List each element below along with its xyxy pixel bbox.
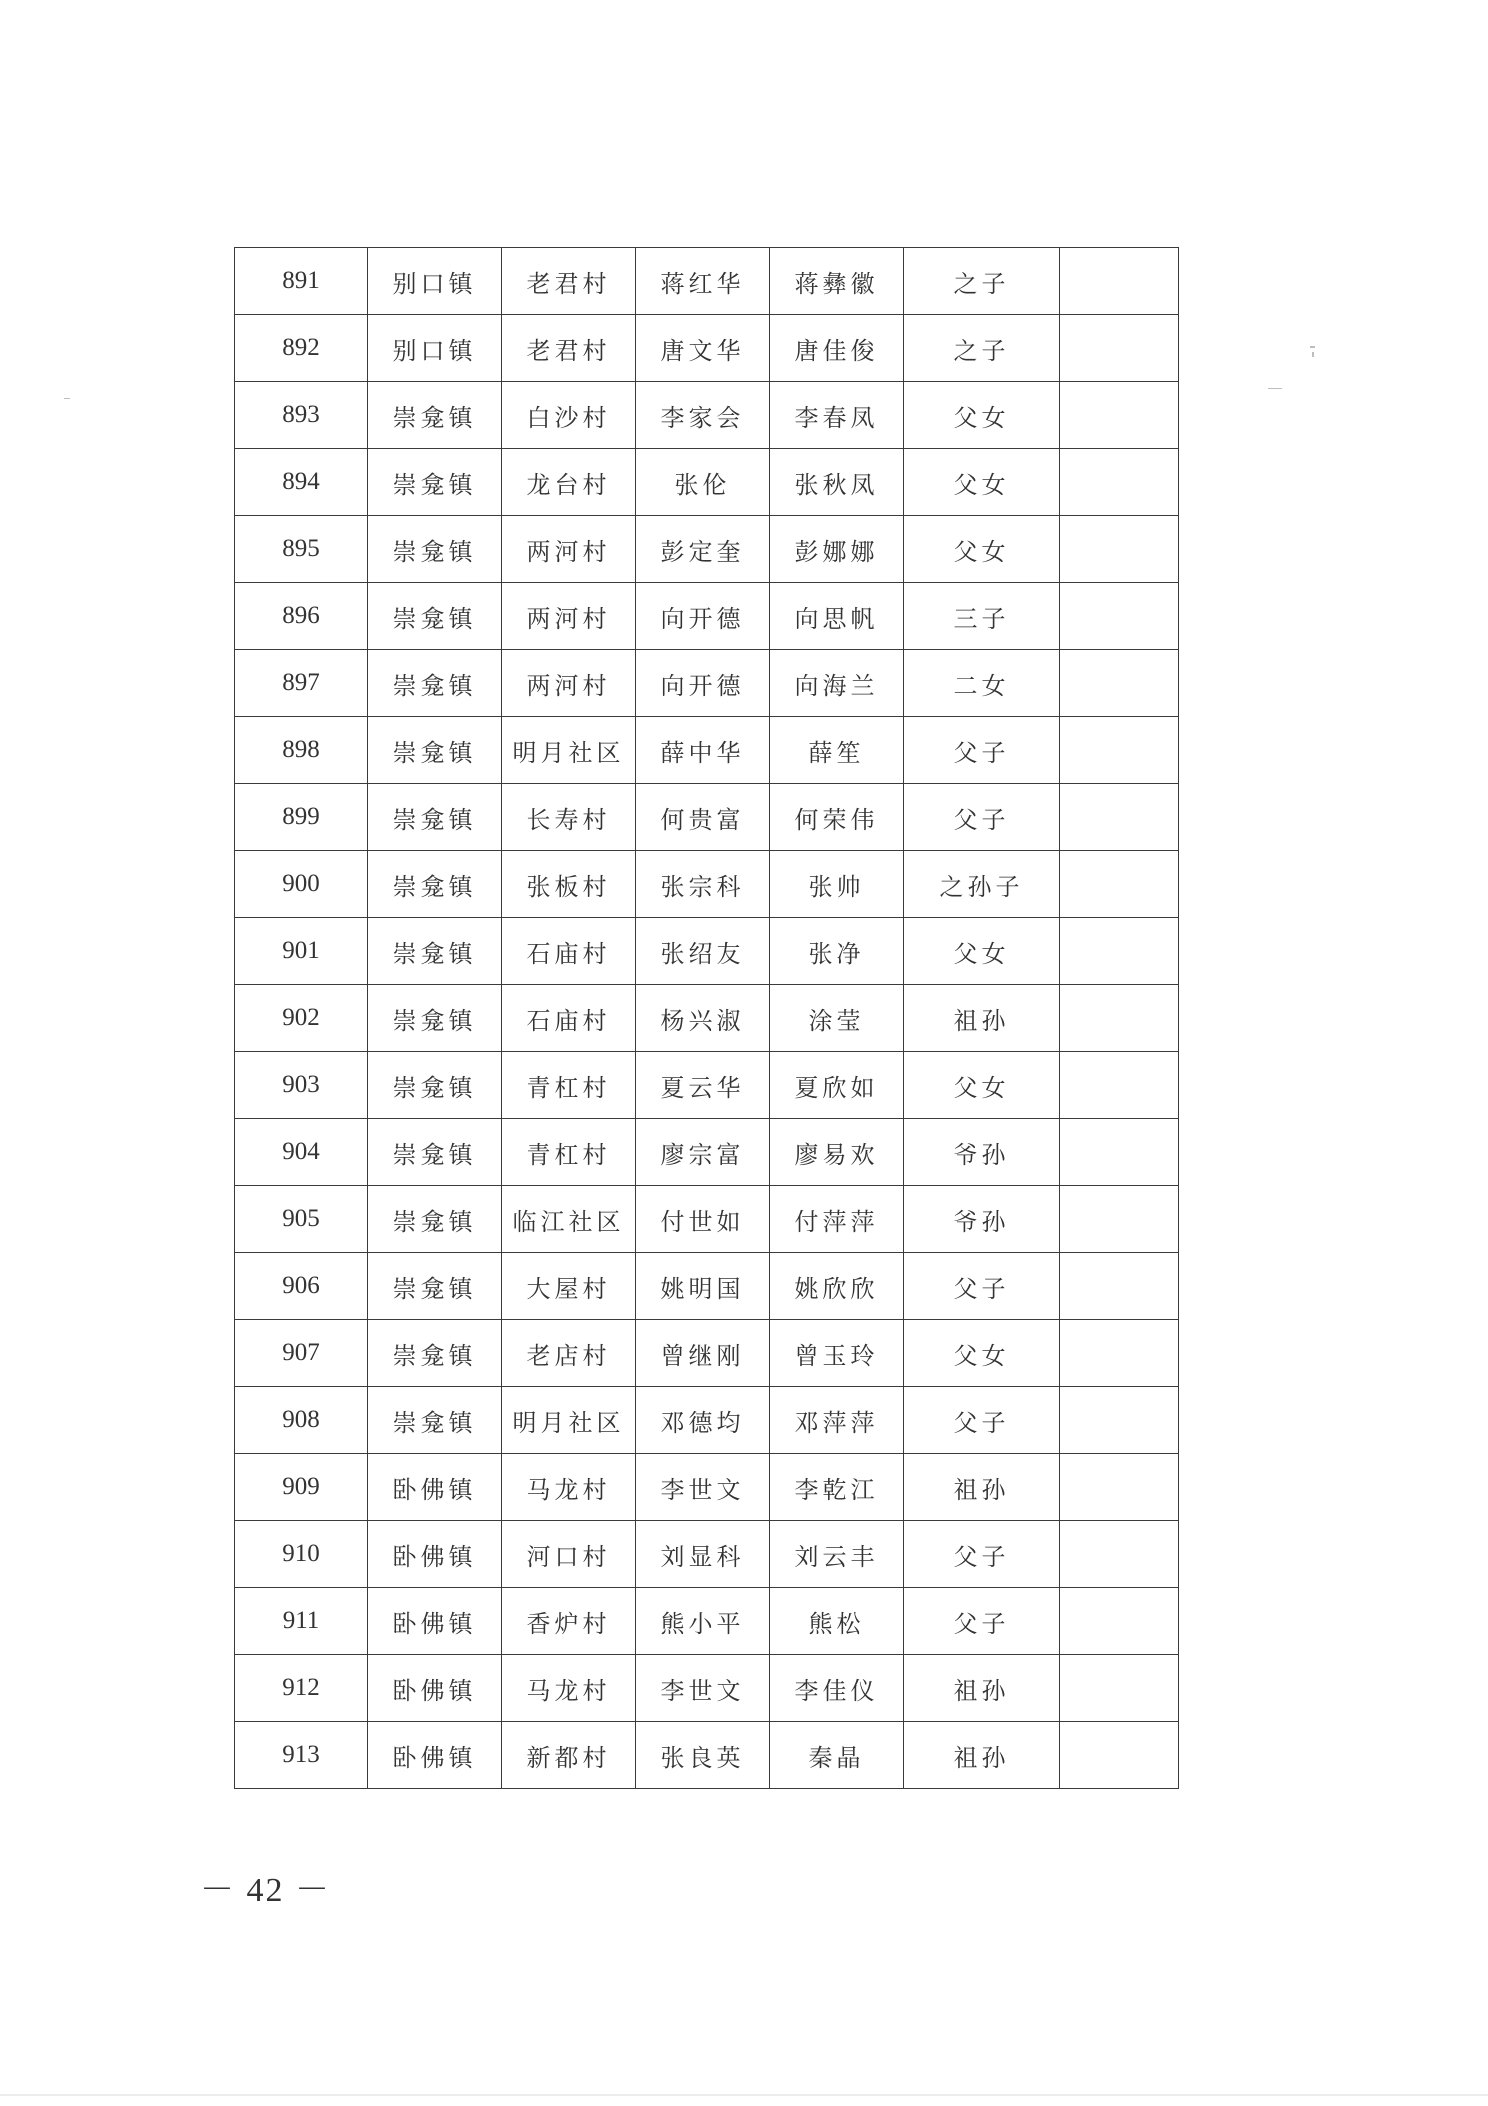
elder-name-cell: 张绍友	[636, 918, 770, 985]
remarks-cell	[1060, 583, 1179, 650]
remarks-cell	[1060, 1320, 1179, 1387]
relationship-cell: 父女	[904, 382, 1060, 449]
town-cell: 卧佛镇	[368, 1521, 502, 1588]
descendant-name-cell: 彭娜娜	[770, 516, 904, 583]
table-row	[235, 1052, 1179, 1119]
table-row	[235, 1655, 1179, 1722]
descendant-name-cell: 张秋凤	[770, 449, 904, 516]
village-cell: 两河村	[502, 650, 636, 717]
table-row	[235, 315, 1179, 382]
relationship-cell: 之子	[904, 315, 1060, 382]
elder-name-cell: 邓德均	[636, 1387, 770, 1454]
relationship-cell: 祖孙	[904, 1722, 1060, 1789]
serial-number-cell: 894	[235, 449, 368, 516]
remarks-cell	[1060, 1253, 1179, 1320]
table-row	[235, 1387, 1179, 1454]
village-cell: 白沙村	[502, 382, 636, 449]
table-row	[235, 583, 1179, 650]
village-cell: 马龙村	[502, 1655, 636, 1722]
elder-name-cell: 何贵富	[636, 784, 770, 851]
table-row	[235, 1454, 1179, 1521]
descendant-name-cell: 付萍萍	[770, 1186, 904, 1253]
village-cell: 老君村	[502, 315, 636, 382]
descendant-name-cell: 姚欣欣	[770, 1253, 904, 1320]
scan-speck	[64, 398, 70, 399]
village-cell: 龙台村	[502, 449, 636, 516]
serial-number-cell: 899	[235, 784, 368, 851]
elder-name-cell: 李世文	[636, 1454, 770, 1521]
serial-number-cell: 913	[235, 1722, 368, 1789]
remarks-cell	[1060, 918, 1179, 985]
relationship-cell: 祖孙	[904, 985, 1060, 1052]
table-row	[235, 851, 1179, 918]
serial-number-cell: 900	[235, 851, 368, 918]
town-cell: 卧佛镇	[368, 1588, 502, 1655]
elder-name-cell: 夏云华	[636, 1052, 770, 1119]
serial-number-cell: 898	[235, 717, 368, 784]
descendant-name-cell: 秦晶	[770, 1722, 904, 1789]
relationship-cell: 父子	[904, 717, 1060, 784]
serial-number-cell: 903	[235, 1052, 368, 1119]
remarks-cell	[1060, 248, 1179, 315]
relationship-cell: 三子	[904, 583, 1060, 650]
town-cell: 崇龛镇	[368, 717, 502, 784]
village-cell: 新都村	[502, 1722, 636, 1789]
town-cell: 崇龛镇	[368, 1052, 502, 1119]
relationship-cell: 父子	[904, 1588, 1060, 1655]
elder-name-cell: 姚明国	[636, 1253, 770, 1320]
village-cell: 青杠村	[502, 1119, 636, 1186]
descendant-name-cell: 张帅	[770, 851, 904, 918]
elder-name-cell: 刘显科	[636, 1521, 770, 1588]
town-cell: 崇龛镇	[368, 1119, 502, 1186]
serial-number-cell: 897	[235, 650, 368, 717]
serial-number-cell: 906	[235, 1253, 368, 1320]
table-row	[235, 918, 1179, 985]
descendant-name-cell: 熊松	[770, 1588, 904, 1655]
elder-name-cell: 付世如	[636, 1186, 770, 1253]
relationship-cell: 父女	[904, 516, 1060, 583]
town-cell: 崇龛镇	[368, 1253, 502, 1320]
descendant-name-cell: 涂莹	[770, 985, 904, 1052]
remarks-cell	[1060, 985, 1179, 1052]
village-cell: 马龙村	[502, 1454, 636, 1521]
remarks-cell	[1060, 1119, 1179, 1186]
table-row	[235, 248, 1179, 315]
village-cell: 张板村	[502, 851, 636, 918]
town-cell: 崇龛镇	[368, 1320, 502, 1387]
village-cell: 石庙村	[502, 985, 636, 1052]
relationship-cell: 父子	[904, 1253, 1060, 1320]
town-cell: 崇龛镇	[368, 382, 502, 449]
table-row	[235, 382, 1179, 449]
town-cell: 崇龛镇	[368, 449, 502, 516]
relationship-cell: 父子	[904, 784, 1060, 851]
village-cell: 大屋村	[502, 1253, 636, 1320]
town-cell: 卧佛镇	[368, 1655, 502, 1722]
descendant-name-cell: 夏欣如	[770, 1052, 904, 1119]
descendant-name-cell: 李春凤	[770, 382, 904, 449]
village-cell: 两河村	[502, 516, 636, 583]
serial-number-cell: 902	[235, 985, 368, 1052]
serial-number-cell: 893	[235, 382, 368, 449]
remarks-cell	[1060, 1722, 1179, 1789]
elder-name-cell: 张宗科	[636, 851, 770, 918]
relationship-cell: 父女	[904, 918, 1060, 985]
relationship-cell: 父子	[904, 1521, 1060, 1588]
relationship-cell: 之孙子	[904, 851, 1060, 918]
remarks-cell	[1060, 650, 1179, 717]
village-cell: 两河村	[502, 583, 636, 650]
town-cell: 别口镇	[368, 248, 502, 315]
relationship-cell: 父子	[904, 1387, 1060, 1454]
descendant-name-cell: 李佳仪	[770, 1655, 904, 1722]
village-cell: 青杠村	[502, 1052, 636, 1119]
remarks-cell	[1060, 717, 1179, 784]
village-cell: 明月社区	[502, 1387, 636, 1454]
serial-number-cell: 891	[235, 248, 368, 315]
town-cell: 崇龛镇	[368, 985, 502, 1052]
remarks-cell	[1060, 1454, 1179, 1521]
town-cell: 卧佛镇	[368, 1454, 502, 1521]
serial-number-cell: 892	[235, 315, 368, 382]
serial-number-cell: 901	[235, 918, 368, 985]
serial-number-cell: 904	[235, 1119, 368, 1186]
remarks-cell	[1060, 1521, 1179, 1588]
descendant-name-cell: 唐佳俊	[770, 315, 904, 382]
serial-number-cell: 895	[235, 516, 368, 583]
elder-name-cell: 彭定奎	[636, 516, 770, 583]
elder-name-cell: 唐文华	[636, 315, 770, 382]
relationship-cell: 祖孙	[904, 1655, 1060, 1722]
town-cell: 崇龛镇	[368, 784, 502, 851]
relationship-cell: 二女	[904, 650, 1060, 717]
serial-number-cell: 907	[235, 1320, 368, 1387]
remarks-cell	[1060, 382, 1179, 449]
town-cell: 崇龛镇	[368, 583, 502, 650]
table-row	[235, 516, 1179, 583]
relationship-cell: 祖孙	[904, 1454, 1060, 1521]
serial-number-cell: 911	[235, 1588, 368, 1655]
elder-name-cell: 熊小平	[636, 1588, 770, 1655]
elder-name-cell: 张良英	[636, 1722, 770, 1789]
scan-speck	[1310, 346, 1315, 348]
table-row	[235, 1588, 1179, 1655]
descendant-name-cell: 刘云丰	[770, 1521, 904, 1588]
village-cell: 长寿村	[502, 784, 636, 851]
scan-speck	[1312, 352, 1314, 357]
elder-name-cell: 李世文	[636, 1655, 770, 1722]
elder-name-cell: 李家会	[636, 382, 770, 449]
remarks-cell	[1060, 1186, 1179, 1253]
table-row	[235, 1521, 1179, 1588]
town-cell: 崇龛镇	[368, 1387, 502, 1454]
serial-number-cell: 908	[235, 1387, 368, 1454]
town-cell: 崇龛镇	[368, 1186, 502, 1253]
village-cell: 石庙村	[502, 918, 636, 985]
relationship-cell: 爷孙	[904, 1119, 1060, 1186]
page-number: － 42 －	[200, 1872, 331, 1909]
remarks-cell	[1060, 315, 1179, 382]
elder-name-cell: 蒋红华	[636, 248, 770, 315]
elder-name-cell: 张伦	[636, 449, 770, 516]
elder-name-cell: 曾继刚	[636, 1320, 770, 1387]
descendant-name-cell: 李乾江	[770, 1454, 904, 1521]
serial-number-cell: 896	[235, 583, 368, 650]
remarks-cell	[1060, 1655, 1179, 1722]
village-cell: 老君村	[502, 248, 636, 315]
town-cell: 崇龛镇	[368, 851, 502, 918]
elder-name-cell: 向开德	[636, 650, 770, 717]
village-cell: 老店村	[502, 1320, 636, 1387]
village-cell: 临江社区	[502, 1186, 636, 1253]
elder-name-cell: 向开德	[636, 583, 770, 650]
town-cell: 崇龛镇	[368, 650, 502, 717]
town-cell: 崇龛镇	[368, 516, 502, 583]
relationship-cell: 爷孙	[904, 1186, 1060, 1253]
descendant-name-cell: 薛笙	[770, 717, 904, 784]
scan-speck	[1268, 388, 1282, 389]
remarks-cell	[1060, 851, 1179, 918]
table-row	[235, 1186, 1179, 1253]
descendant-name-cell: 向思帆	[770, 583, 904, 650]
table-row	[235, 1253, 1179, 1320]
town-cell: 别口镇	[368, 315, 502, 382]
village-cell: 香炉村	[502, 1588, 636, 1655]
descendant-name-cell: 邓萍萍	[770, 1387, 904, 1454]
roster-body	[235, 248, 1179, 1789]
village-cell: 明月社区	[502, 717, 636, 784]
serial-number-cell: 912	[235, 1655, 368, 1722]
roster-table	[234, 247, 1179, 1789]
descendant-name-cell: 曾玉玲	[770, 1320, 904, 1387]
remarks-cell	[1060, 516, 1179, 583]
relationship-cell: 父女	[904, 1052, 1060, 1119]
elder-name-cell: 廖宗富	[636, 1119, 770, 1186]
serial-number-cell: 909	[235, 1454, 368, 1521]
table-row	[235, 1119, 1179, 1186]
elder-name-cell: 薛中华	[636, 717, 770, 784]
serial-number-cell: 905	[235, 1186, 368, 1253]
town-cell: 卧佛镇	[368, 1722, 502, 1789]
table-row	[235, 1320, 1179, 1387]
table-row	[235, 784, 1179, 851]
remarks-cell	[1060, 1588, 1179, 1655]
table-row	[235, 985, 1179, 1052]
descendant-name-cell: 何荣伟	[770, 784, 904, 851]
elder-name-cell: 杨兴淑	[636, 985, 770, 1052]
descendant-name-cell: 蒋彝徽	[770, 248, 904, 315]
serial-number-cell: 910	[235, 1521, 368, 1588]
relationship-cell: 父女	[904, 449, 1060, 516]
table-row	[235, 1722, 1179, 1789]
descendant-name-cell: 张净	[770, 918, 904, 985]
table-row	[235, 717, 1179, 784]
table-row	[235, 650, 1179, 717]
relationship-cell: 父女	[904, 1320, 1060, 1387]
town-cell: 崇龛镇	[368, 918, 502, 985]
relationship-cell: 之子	[904, 248, 1060, 315]
table-row	[235, 449, 1179, 516]
remarks-cell	[1060, 784, 1179, 851]
descendant-name-cell: 廖易欢	[770, 1119, 904, 1186]
remarks-cell	[1060, 1052, 1179, 1119]
scan-edge	[0, 2094, 1488, 2096]
descendant-name-cell: 向海兰	[770, 650, 904, 717]
remarks-cell	[1060, 1387, 1179, 1454]
remarks-cell	[1060, 449, 1179, 516]
village-cell: 河口村	[502, 1521, 636, 1588]
